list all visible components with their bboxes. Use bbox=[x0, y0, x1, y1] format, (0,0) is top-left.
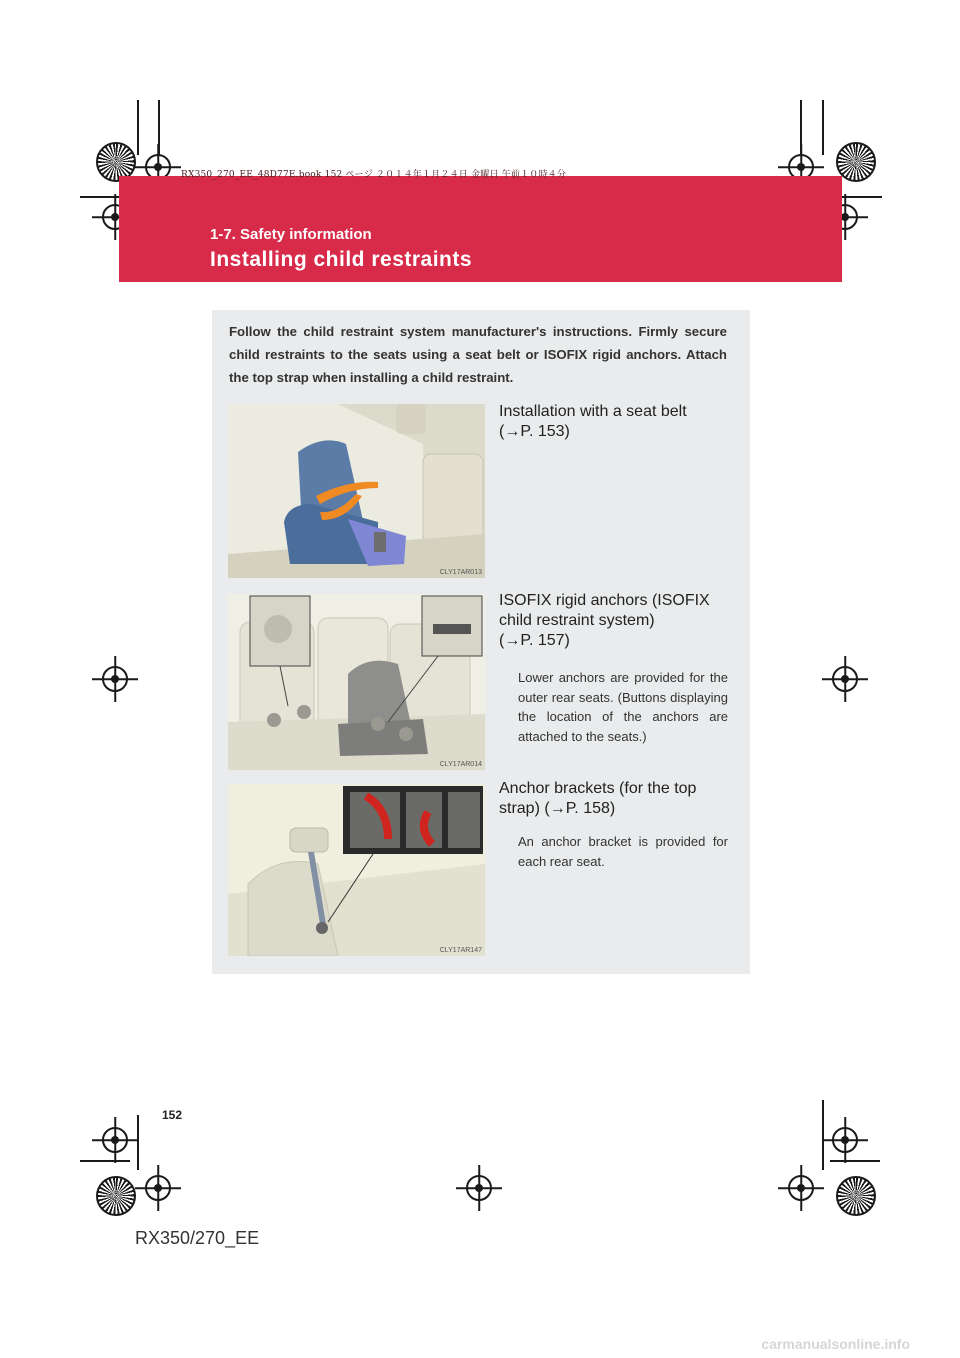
registration-mark-icon bbox=[832, 1127, 858, 1153]
item-title-seat-belt bbox=[499, 402, 729, 442]
book-info: RX350_270_EE_48D77E.book 152 ページ ２０１４年１月２４日 金曜日 午前１０時４分 bbox=[181, 170, 567, 180]
watermark: carmanualsonline.info bbox=[761, 1336, 910, 1352]
page-number: 152 bbox=[162, 1108, 183, 1122]
registration-mark-icon bbox=[102, 666, 128, 692]
page-reference-link[interactable]: (→P. 158) bbox=[544, 800, 616, 817]
figure-anchor-brackets bbox=[228, 784, 485, 956]
figure-isofix bbox=[228, 594, 485, 770]
intro-text: Follow the child restraint system manufacturer's instructions. Firmly secure child restraints to the seats using a seat belt or ISOFIX rigid anchors. Attach the top strap when installing a child restraint. bbox=[229, 324, 727, 385]
page-title: Installing child restraints bbox=[210, 248, 473, 271]
item-title-text: ISOFIX rigid anchors (ISOFIX child restraint system) bbox=[499, 592, 710, 629]
registration-mark-icon bbox=[145, 1175, 171, 1201]
item-title-anchor-brackets bbox=[499, 779, 729, 819]
registration-mark-icon bbox=[466, 1175, 492, 1201]
section-label: 1-7. Safety information bbox=[210, 226, 372, 243]
color-target-icon bbox=[836, 142, 876, 182]
item-description-anchor-brackets: An anchor bracket is provided for each rear seat. bbox=[518, 834, 728, 869]
figure-code: CLY17AR013 bbox=[439, 569, 482, 576]
registration-mark-icon bbox=[102, 1127, 128, 1153]
item-title-text: Installation with a seat belt bbox=[499, 403, 687, 420]
figure-code: CLY17AR014 bbox=[439, 761, 482, 768]
color-target-icon bbox=[96, 1176, 136, 1216]
registration-mark-icon bbox=[788, 1175, 814, 1201]
child-seat-illustration bbox=[228, 404, 485, 578]
figure-code: CLY17AR147 bbox=[439, 947, 482, 954]
model-code: RX350/270_EE bbox=[135, 1228, 260, 1248]
item-title-isofix bbox=[499, 591, 729, 651]
item-title-text: Anchor brackets (for the top strap) bbox=[499, 780, 697, 817]
item-description-isofix: Lower anchors are provided for the outer rear seats. (Buttons displaying the location of the anchors are attached to the seats.) bbox=[518, 670, 728, 744]
color-target-icon bbox=[836, 1176, 876, 1216]
page-reference-link[interactable]: (→P. 157) bbox=[499, 632, 570, 649]
figure-seat-belt bbox=[228, 404, 485, 578]
anchor-bracket-illustration bbox=[228, 784, 485, 956]
isofix-illustration bbox=[228, 594, 485, 770]
registration-mark-icon bbox=[832, 666, 858, 692]
page-reference-link[interactable]: (→P. 153) bbox=[499, 423, 570, 440]
